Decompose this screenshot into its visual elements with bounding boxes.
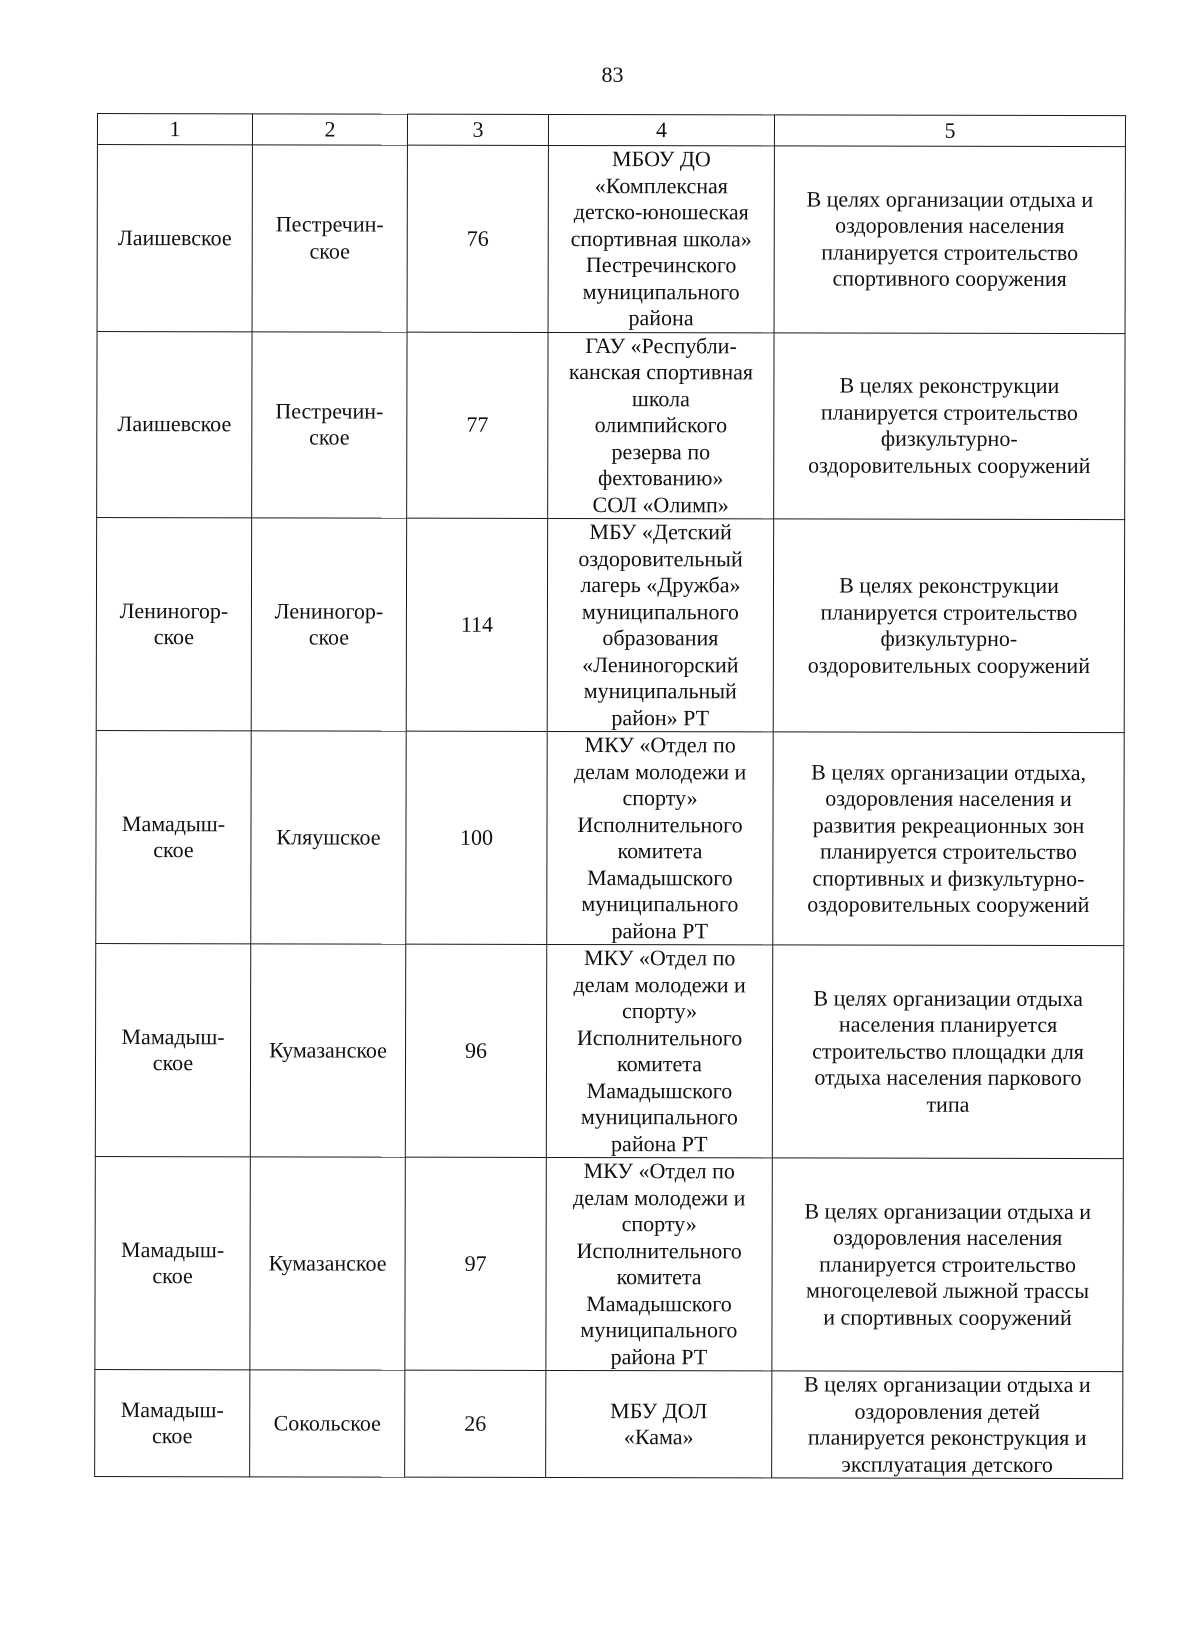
organization-cell: МБУ ДОЛ «Кама» (546, 1370, 772, 1477)
number-cell: 100 (406, 731, 547, 944)
purpose-cell: В целях реконструкции планируется строительство физкультурно- оздоровительных сооружений (774, 332, 1125, 519)
table-row (97, 331, 1125, 520)
number-cell: 96 (405, 944, 546, 1157)
table-row (95, 1369, 1123, 1478)
purpose-cell: В целях организации отдыха и оздоровления населения планируется строительство спортивного сооружения (774, 146, 1125, 333)
settlement-cell: Кумазанское (250, 944, 405, 1157)
header-cell-5: 5 (774, 115, 1125, 147)
page-number: 83 (601, 62, 624, 87)
organization-cell: МБОУ ДО «Комплексная детско-юношеская спортивная школа» Пестречинского муниципального района (548, 145, 774, 332)
table-row (96, 730, 1124, 945)
number-cell: 77 (407, 332, 548, 519)
header-cell-4: 4 (548, 114, 774, 145)
table-row (95, 1156, 1123, 1371)
settlement-cell: Сокольское (250, 1370, 405, 1477)
table-row (97, 145, 1125, 334)
header-cell-3: 3 (407, 114, 548, 145)
table-row (96, 518, 1124, 733)
number-cell: 97 (405, 1157, 546, 1370)
settlement-cell: Кляушское (251, 731, 406, 944)
purpose-cell: В целях реконструкции планируется строительство физкультурно- оздоровительных сооружений (773, 519, 1124, 733)
organization-cell: ГАУ «Республи- канская спортивная школа олимпийского резерва по фехтованию» СОЛ «Олимп» (548, 332, 774, 519)
settlement-cell: Пестречин- ское (252, 145, 407, 332)
municipal-district-cell: Мамадыш- ское (96, 730, 251, 943)
table-row (95, 943, 1123, 1158)
header-cell-1: 1 (97, 114, 252, 145)
municipal-district-cell: Лениногор- ское (96, 518, 251, 731)
organization-cell: МКУ «Отдел по делам молодежи и спорту» Исполнительного комитета Мамадышского муниципального района РТ (547, 731, 773, 944)
municipal-district-cell: Мамадыш- ское (95, 1156, 250, 1369)
purpose-cell: В целях организации отдыха населения планируется строительство площадки для отдыха населения паркового типа (772, 945, 1123, 1159)
number-cell: 76 (407, 145, 548, 332)
number-cell: 114 (406, 518, 547, 731)
header-cell-2: 2 (252, 114, 407, 145)
municipal-district-cell: Мамадыш- ское (95, 943, 250, 1156)
purpose-cell: В целях организации отдыха, оздоровления населения и развития рекреационных зон планируется строительство спортивных и физкультурно- оздоровительных сооружений (773, 732, 1124, 946)
settlement-cell: Кумазанское (250, 1157, 405, 1370)
data-table (94, 113, 1126, 1479)
purpose-cell: В целях организации отдыха и оздоровления детей планируется реконструкция и эксплуатация детского (772, 1371, 1123, 1479)
settlement-cell: Лениногор- ское (251, 518, 406, 731)
municipal-district-cell: Лаишевское (97, 145, 252, 332)
purpose-cell: В целях организации отдыха и оздоровления населения планируется строительство многоцелевой лыжной трассы и спортивных сооружений (772, 1158, 1123, 1372)
organization-cell: МКУ «Отдел по делам молодежи и спорту» Исполнительного комитета Мамадышского муниципального района РТ (546, 1157, 772, 1370)
municipal-district-cell: Лаишевское (97, 331, 252, 518)
number-cell: 26 (405, 1370, 546, 1477)
table-header-row (97, 114, 1125, 147)
municipal-district-cell: Мамадыш- ское (95, 1369, 250, 1476)
organization-cell: МБУ «Детский оздоровительный лагерь «Дружба» муниципального образования «Лениногорский муниципальный район» РТ (547, 518, 773, 731)
organization-cell: МКУ «Отдел по делам молодежи и спорту» Исполнительного комитета Мамадышского муниципального района РТ (546, 944, 772, 1157)
settlement-cell: Пестречин- ское (252, 331, 407, 518)
